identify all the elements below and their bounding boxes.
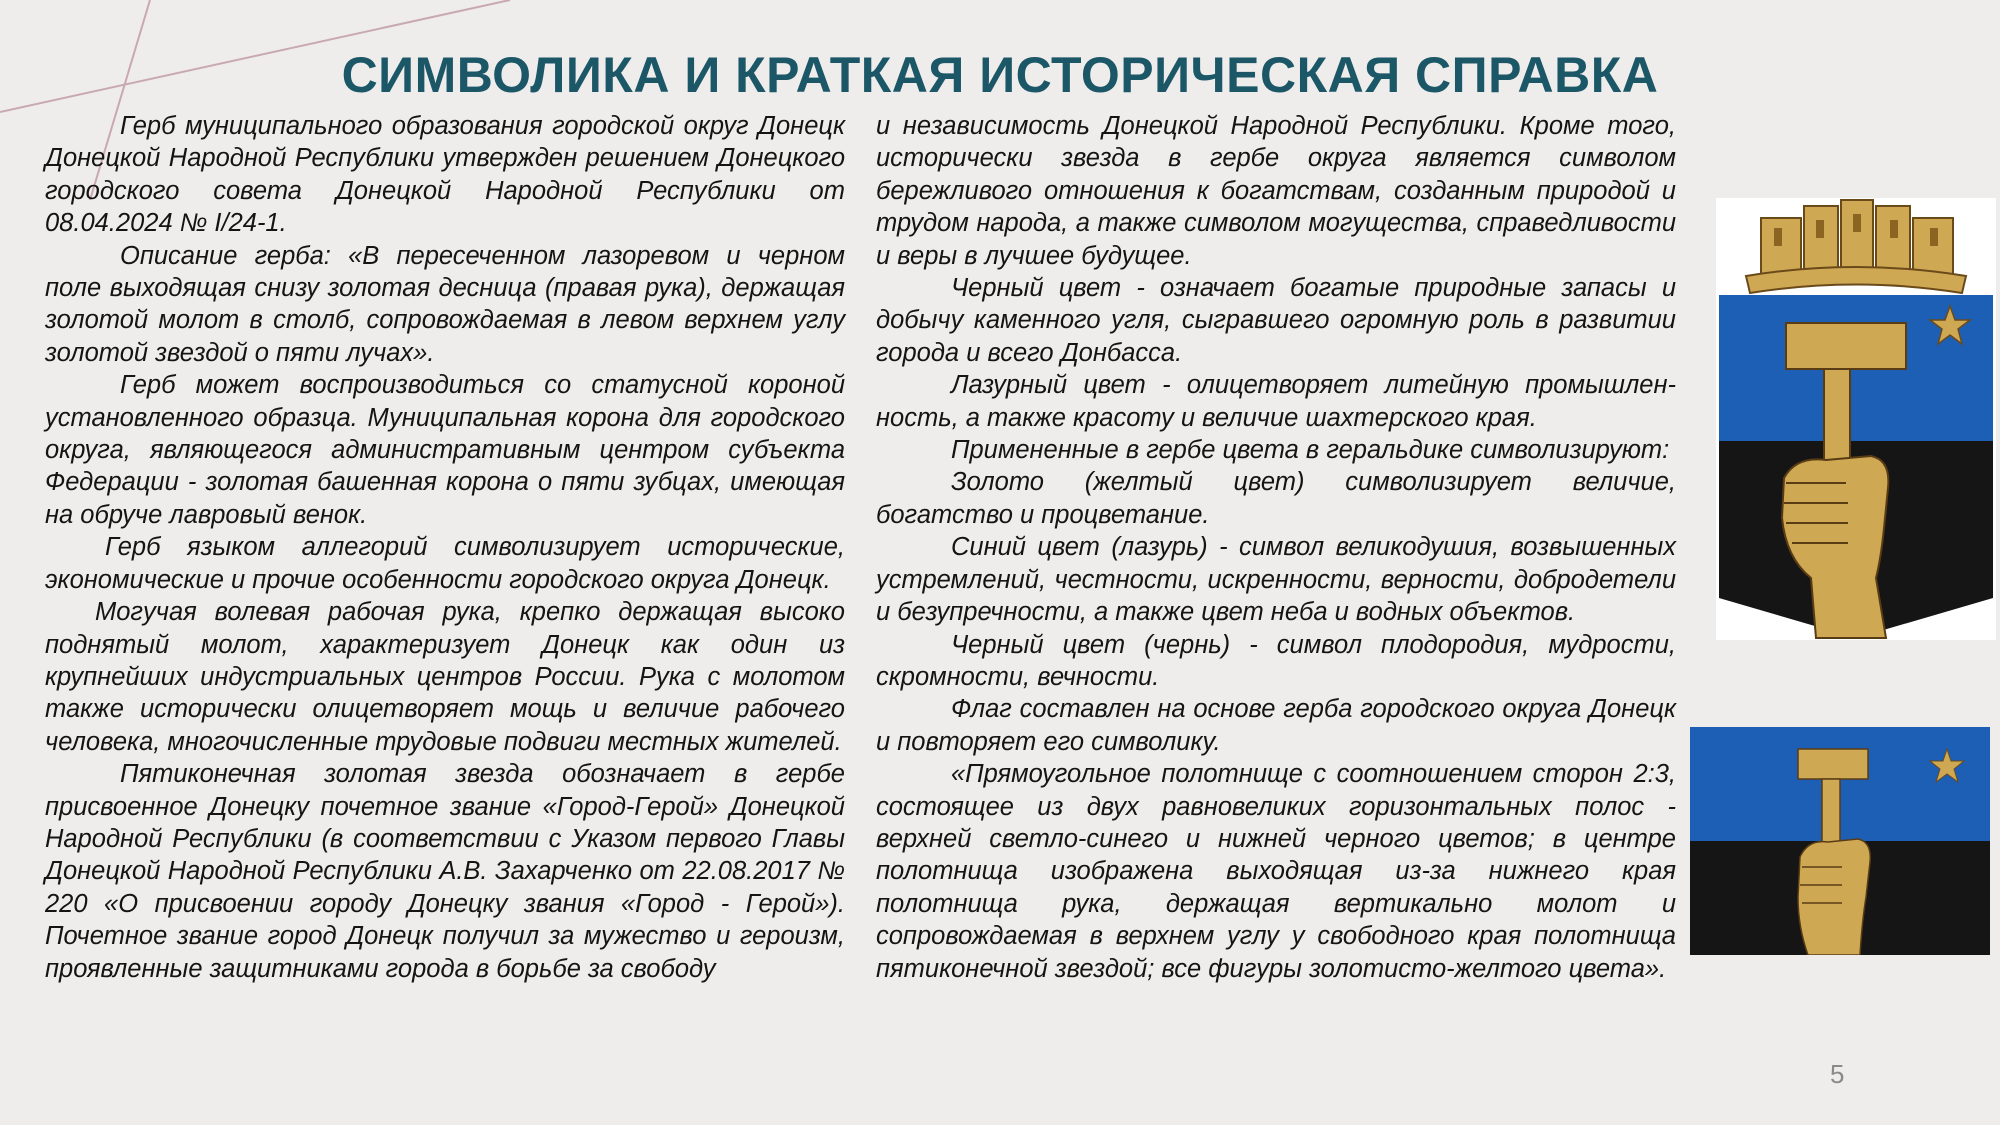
paragraph: «Прямоугольное полотнище с соотношением сторон 2:3, состоящее из двух равновеликих горизонтальных полос - верхней светло-синего и нижней черного цветов; в центре полотнища изображена выходящая из-за нижнего края полотнища рука, держащая вертикально молот и сопровождаемая в верхнем углу у свободного края полотнища пятиконечной звездой; все фигуры золотисто-желтого цвета».: [876, 760, 1676, 983]
paragraph: Золото (желтый цвет) символизирует величие, богатство и процветание.: [876, 468, 1676, 529]
coat-of-arms-icon: [1716, 198, 1996, 640]
right-text-column: [876, 110, 1676, 985]
paragraph: Синий цвет (лазурь) - символ великодушия, возвышенных устремлений, честности, искренности, верности, добродетели и безупречности, а также цвет неба и водных объектов.: [876, 533, 1676, 627]
paragraph: и независимость Донецкой Народной Республики. Кроме того, исторически звезда в гербе округа является символом бережливого отношения к богатствам, созданным природой и трудом народа, а также символом могущества, справедливости и веры в лучшее будущее.: [876, 112, 1676, 270]
paragraph: Герб может воспроизводиться со статусной короной установленного образца. Муниципальная корона для городского округа, являющегося административным центром субъекта Федерации - золотая башенная корона о пяти зубцах, имеющая на обруче лавровый венок.: [45, 371, 845, 529]
paragraph: Герб языком аллегорий символизирует исторические, экономические и прочие особенности городского округа Донецк.: [45, 533, 845, 594]
paragraph: Черный цвет (чернь) - символ плодородия, мудрости, скромности, вечности.: [876, 630, 1676, 691]
paragraph: Черный цвет - означает богатые природные запасы и добычу каменного угля, сыгравшего огромную роль в развитии города и всего Донбасса.: [876, 274, 1676, 367]
paragraph: Герб муниципального образования городской округ Донецк Донецкой Народной Республики утвержден решением Донецкого городского совета Донецкой Народной Республики от 08.04.2024 № I/24-1.: [45, 112, 845, 238]
slide-title: СИМВОЛИКА И КРАТКАЯ ИСТОРИЧЕСКАЯ СПРАВКА: [341, 47, 1659, 103]
paragraph: Могучая волевая рабочая рука, крепко держащая высоко поднятый молот, характеризует Донецк как один из крупнейших индустриальных центров России. Рука с молотом также исторически олицетворяет мощь и величие рабочего человека, многочисленные трудовые подвиги местных жителей.: [45, 598, 845, 756]
paragraph: Флаг составлен на основе герба городского округа Донецк и повторяет его символику.: [876, 695, 1676, 756]
paragraph: Примененные в гербе цвета в геральдике символизируют:: [951, 436, 1670, 465]
paragraph: Лазурный цвет - олицетворяет литейную промышлен-ность, а также красоту и величие шахтерского края.: [876, 371, 1676, 432]
left-text-column: [45, 110, 845, 985]
paragraph: Описание герба: «В пересеченном лазоревом и черном поле выходящая снизу золотая десница (правая рука), держащая золотой молот в столб, сопровождаемая в левом верхнем углу золотой звездой о пяти лучах».: [45, 241, 845, 367]
flag-icon: [1690, 727, 1990, 955]
paragraph: Пятиконечная золотая звезда обозначает в гербе присвоенное Донецку почетное звание «Город-Герой» Донецкой Народной Республики (в соответствии с Указом первого Главы Донецкой Народной Республики А.В. Захарченко от 22.08.2017 № 220 «О присвоении городу Донецку звания «Город - Герой»). Почетное звание город Донецк получил за мужество и героизм, проявленные защитниками города в борьбе за свободу: [45, 760, 845, 983]
page-number: 5: [1830, 1059, 1845, 1089]
